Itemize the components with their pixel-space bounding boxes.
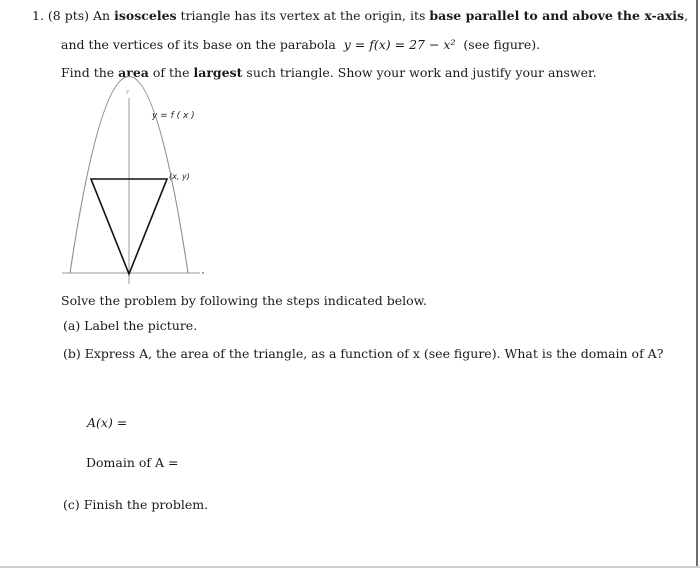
problem-bold-largest: largest [193, 65, 243, 80]
problem-line2-text: and the vertices of its base on the parabola [61, 37, 336, 52]
step-b: (b) Express A, the area of the triangle, as a function of x (see figure). What is the domain of A? [63, 346, 664, 361]
problem-bold-base: base parallel to and above the x-axis [429, 8, 685, 23]
problem-number: 1. [32, 8, 44, 23]
steps-intro: Solve the problem by following the steps indicated below. [61, 293, 427, 308]
problem-bold-isosceles: isosceles [114, 8, 177, 23]
point-label: (x, y) [169, 172, 190, 181]
domain-blank: Domain of A = [86, 455, 179, 470]
problem-text-c: , [684, 8, 689, 23]
x-axis-end-dot [202, 272, 204, 274]
problem-text-b: triangle has its vertex at the origin, its [180, 8, 426, 23]
problem-line3-b: of the [152, 65, 190, 80]
a-of-x-blank: A(x) = [87, 415, 128, 430]
curve-label: y = f ( x ) [152, 111, 195, 121]
problem-bold-area: area [118, 65, 149, 80]
problem-text-a: An [93, 8, 111, 23]
problem-line3-a: Find the [61, 65, 115, 80]
problem-points: (8 pts) [47, 8, 90, 23]
problem-line3-c: such triangle. Show your work and justify your answer. [246, 65, 597, 80]
problem-equation: y = f(x) = 27 − x² [343, 37, 456, 52]
y-axis-label: y [126, 89, 129, 95]
right-edge-border [696, 0, 698, 568]
step-a: (a) Label the picture. [63, 318, 198, 333]
step-c: (c) Finish the problem. [63, 497, 209, 512]
problem-see-figure: (see figure). [463, 37, 541, 52]
